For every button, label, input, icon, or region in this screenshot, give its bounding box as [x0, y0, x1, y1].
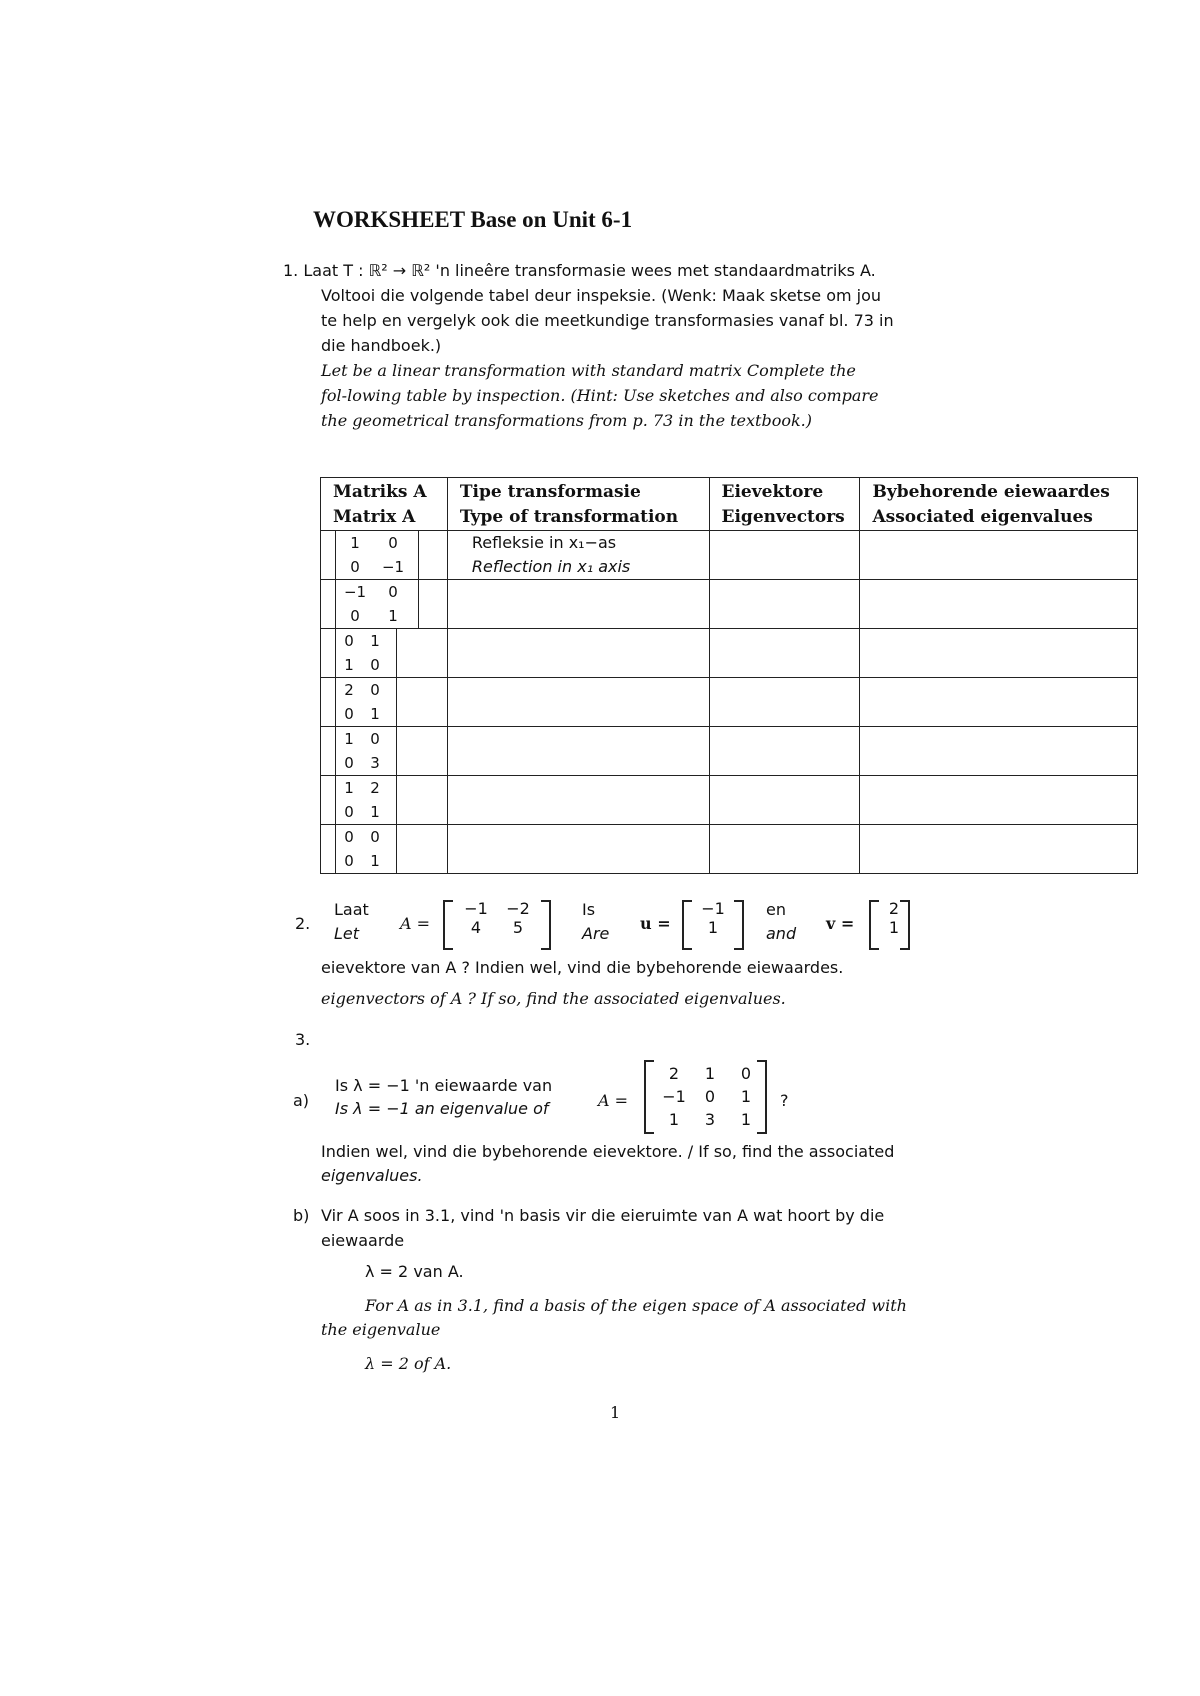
eigenvalues-cell[interactable]	[860, 629, 1138, 678]
header-type: Tipe transformasie Type of transformation	[447, 478, 709, 531]
matrix-cell	[321, 580, 448, 629]
q2-v-left-bracket	[869, 900, 879, 950]
eigenvectors-cell[interactable]	[709, 678, 860, 727]
q3b-en-line-1: For A as in 3.1, find a basis of the eigen space of A associated with	[365, 1296, 907, 1315]
table-row	[321, 825, 1138, 874]
table-row	[321, 678, 1138, 727]
type-cell	[447, 678, 709, 727]
q3a-question-mark: ?	[780, 1091, 789, 1110]
q3b-afrikaans: Vir A soos in 3.1, vind 'n basis vir die eieruimte van A wat hoort by die eiewaarde	[321, 1206, 885, 1250]
question-1-number: 1.	[283, 261, 299, 280]
eigenvectors-cell[interactable]	[709, 825, 860, 874]
q3a-question: Is λ = −1 'n eiewaarde van Is λ = −1 an eigenvalue of	[335, 1076, 553, 1118]
q3a-label: a)	[293, 1091, 310, 1110]
table-row	[321, 776, 1138, 825]
eigenvalues-cell[interactable]	[860, 678, 1138, 727]
q3-matrix-a: 2 1 0 −1 0 1 1 3 1	[662, 1064, 752, 1129]
matrix-box: −1 0 0 1	[335, 580, 419, 628]
q3a-follow-up: Indien wel, vind die bybehorende eievektore. / If so, find the associated eigenvalues.	[321, 1142, 895, 1185]
q3-a-left-bracket	[644, 1060, 654, 1134]
type-cell	[447, 580, 709, 629]
table-row	[321, 629, 1138, 678]
matrix-cell	[321, 678, 448, 727]
page-number: 1	[610, 1403, 621, 1422]
q3b-af-eigenvalue: λ = 2 van A.	[365, 1262, 464, 1281]
table-header-row	[321, 478, 1138, 531]
header-matrix: Matriks A Matrix A	[321, 478, 448, 531]
matrix-box: 2 0 0 1	[335, 678, 397, 726]
eigenvectors-cell[interactable]	[709, 727, 860, 776]
table-row	[321, 727, 1138, 776]
q2-v-right-bracket	[900, 900, 910, 950]
matrix-cell	[321, 825, 448, 874]
q2-is: Is Are	[582, 900, 610, 943]
q2-a-right-bracket	[541, 900, 551, 950]
q3b-label: b)	[293, 1206, 310, 1225]
q2-a-label: A =	[400, 914, 431, 933]
q3-a-right-bracket	[757, 1060, 767, 1134]
table-row	[321, 580, 1138, 629]
type-cell: Refleksie in x₁−as Reflection in x₁ axis	[447, 531, 709, 580]
matrix-box: 1 0 0 −1	[335, 531, 419, 579]
q2-and: en and	[766, 900, 797, 943]
header-eigenvalues: Bybehorende eiewaardes Associated eigenvalues	[860, 478, 1138, 531]
question-1-afrikaans	[283, 258, 983, 358]
q2-a-left-bracket	[443, 900, 453, 950]
matrix-cell	[321, 776, 448, 825]
eigenvectors-cell[interactable]	[709, 531, 860, 580]
type-cell	[447, 825, 709, 874]
eigenvalues-cell[interactable]	[860, 531, 1138, 580]
q2-u-left-bracket	[682, 900, 692, 950]
q1-en-line-3: the geometrical transformations from p. 73 in the textbook.)	[321, 411, 812, 430]
matrix-cell	[321, 727, 448, 776]
type-cell	[447, 727, 709, 776]
eigenvalues-cell[interactable]	[860, 727, 1138, 776]
matrix-box: 0 1 1 0	[335, 629, 397, 677]
q1-en-line-1: Let be a linear transformation with standard matrix Complete the	[321, 361, 856, 380]
q1-en-line-2: fol-lowing table by inspection. (Hint: Use sketches and also compare	[321, 386, 879, 405]
eigenvalues-cell[interactable]	[860, 776, 1138, 825]
q3-a-label: A =	[598, 1091, 629, 1110]
q2-v-label: v =	[826, 914, 855, 933]
question-3-number: 3.	[295, 1030, 311, 1049]
q2-vector-v: 2 1	[888, 899, 900, 937]
matrix-cell	[321, 531, 448, 580]
q2-matrix-a: −1 −2 4 5	[464, 899, 530, 937]
question-2-number: 2.	[295, 914, 311, 933]
header-eigenvectors: Eievektore Eigenvectors	[709, 478, 860, 531]
eigenvectors-cell[interactable]	[709, 580, 860, 629]
q2-let: Laat Let	[334, 900, 369, 943]
q2-u-label: u =	[640, 914, 671, 933]
transformation-table	[320, 477, 1138, 874]
eigenvectors-cell[interactable]	[709, 629, 860, 678]
matrix-box: 0 0 0 1	[335, 825, 397, 873]
matrix-box: 1 2 0 1	[335, 776, 397, 824]
type-cell	[447, 629, 709, 678]
page-title: WORKSHEET Base on Unit 6-1	[313, 207, 633, 232]
q1-af-line-2: Voltooi die volgende tabel deur inspeksie. (Wenk: Maak sketse om jou	[321, 286, 882, 305]
eigenvectors-cell[interactable]	[709, 776, 860, 825]
q2-u-right-bracket	[734, 900, 744, 950]
question-1-english	[321, 358, 977, 433]
q2-vector-u: −1 1	[701, 899, 725, 937]
q3b-en-line-2: the eigenvalue	[321, 1320, 441, 1339]
table-row	[321, 531, 1138, 580]
matrix-box: 1 0 0 3	[335, 727, 397, 775]
q1-af-line-3: te help en vergelyk ook die meetkundige transformasies vanaf bl. 73 in	[321, 311, 894, 330]
eigenvalues-cell[interactable]	[860, 580, 1138, 629]
type-cell	[447, 776, 709, 825]
q3b-en-eigenvalue: λ = 2 of A.	[365, 1354, 452, 1373]
matrix-cell	[321, 629, 448, 678]
q2-en-line: eigenvectors of A ? If so, find the associated eigenvalues.	[321, 989, 786, 1008]
q1-af-line-4: die handboek.)	[321, 336, 442, 355]
q1-af-line-1: Laat T : ℝ² → ℝ² 'n lineêre transformasie wees met standaardmatriks A.	[303, 261, 876, 280]
q2-af-line: eievektore van A ? Indien wel, vind die bybehorende eiewaardes.	[321, 958, 844, 977]
eigenvalues-cell[interactable]	[860, 825, 1138, 874]
